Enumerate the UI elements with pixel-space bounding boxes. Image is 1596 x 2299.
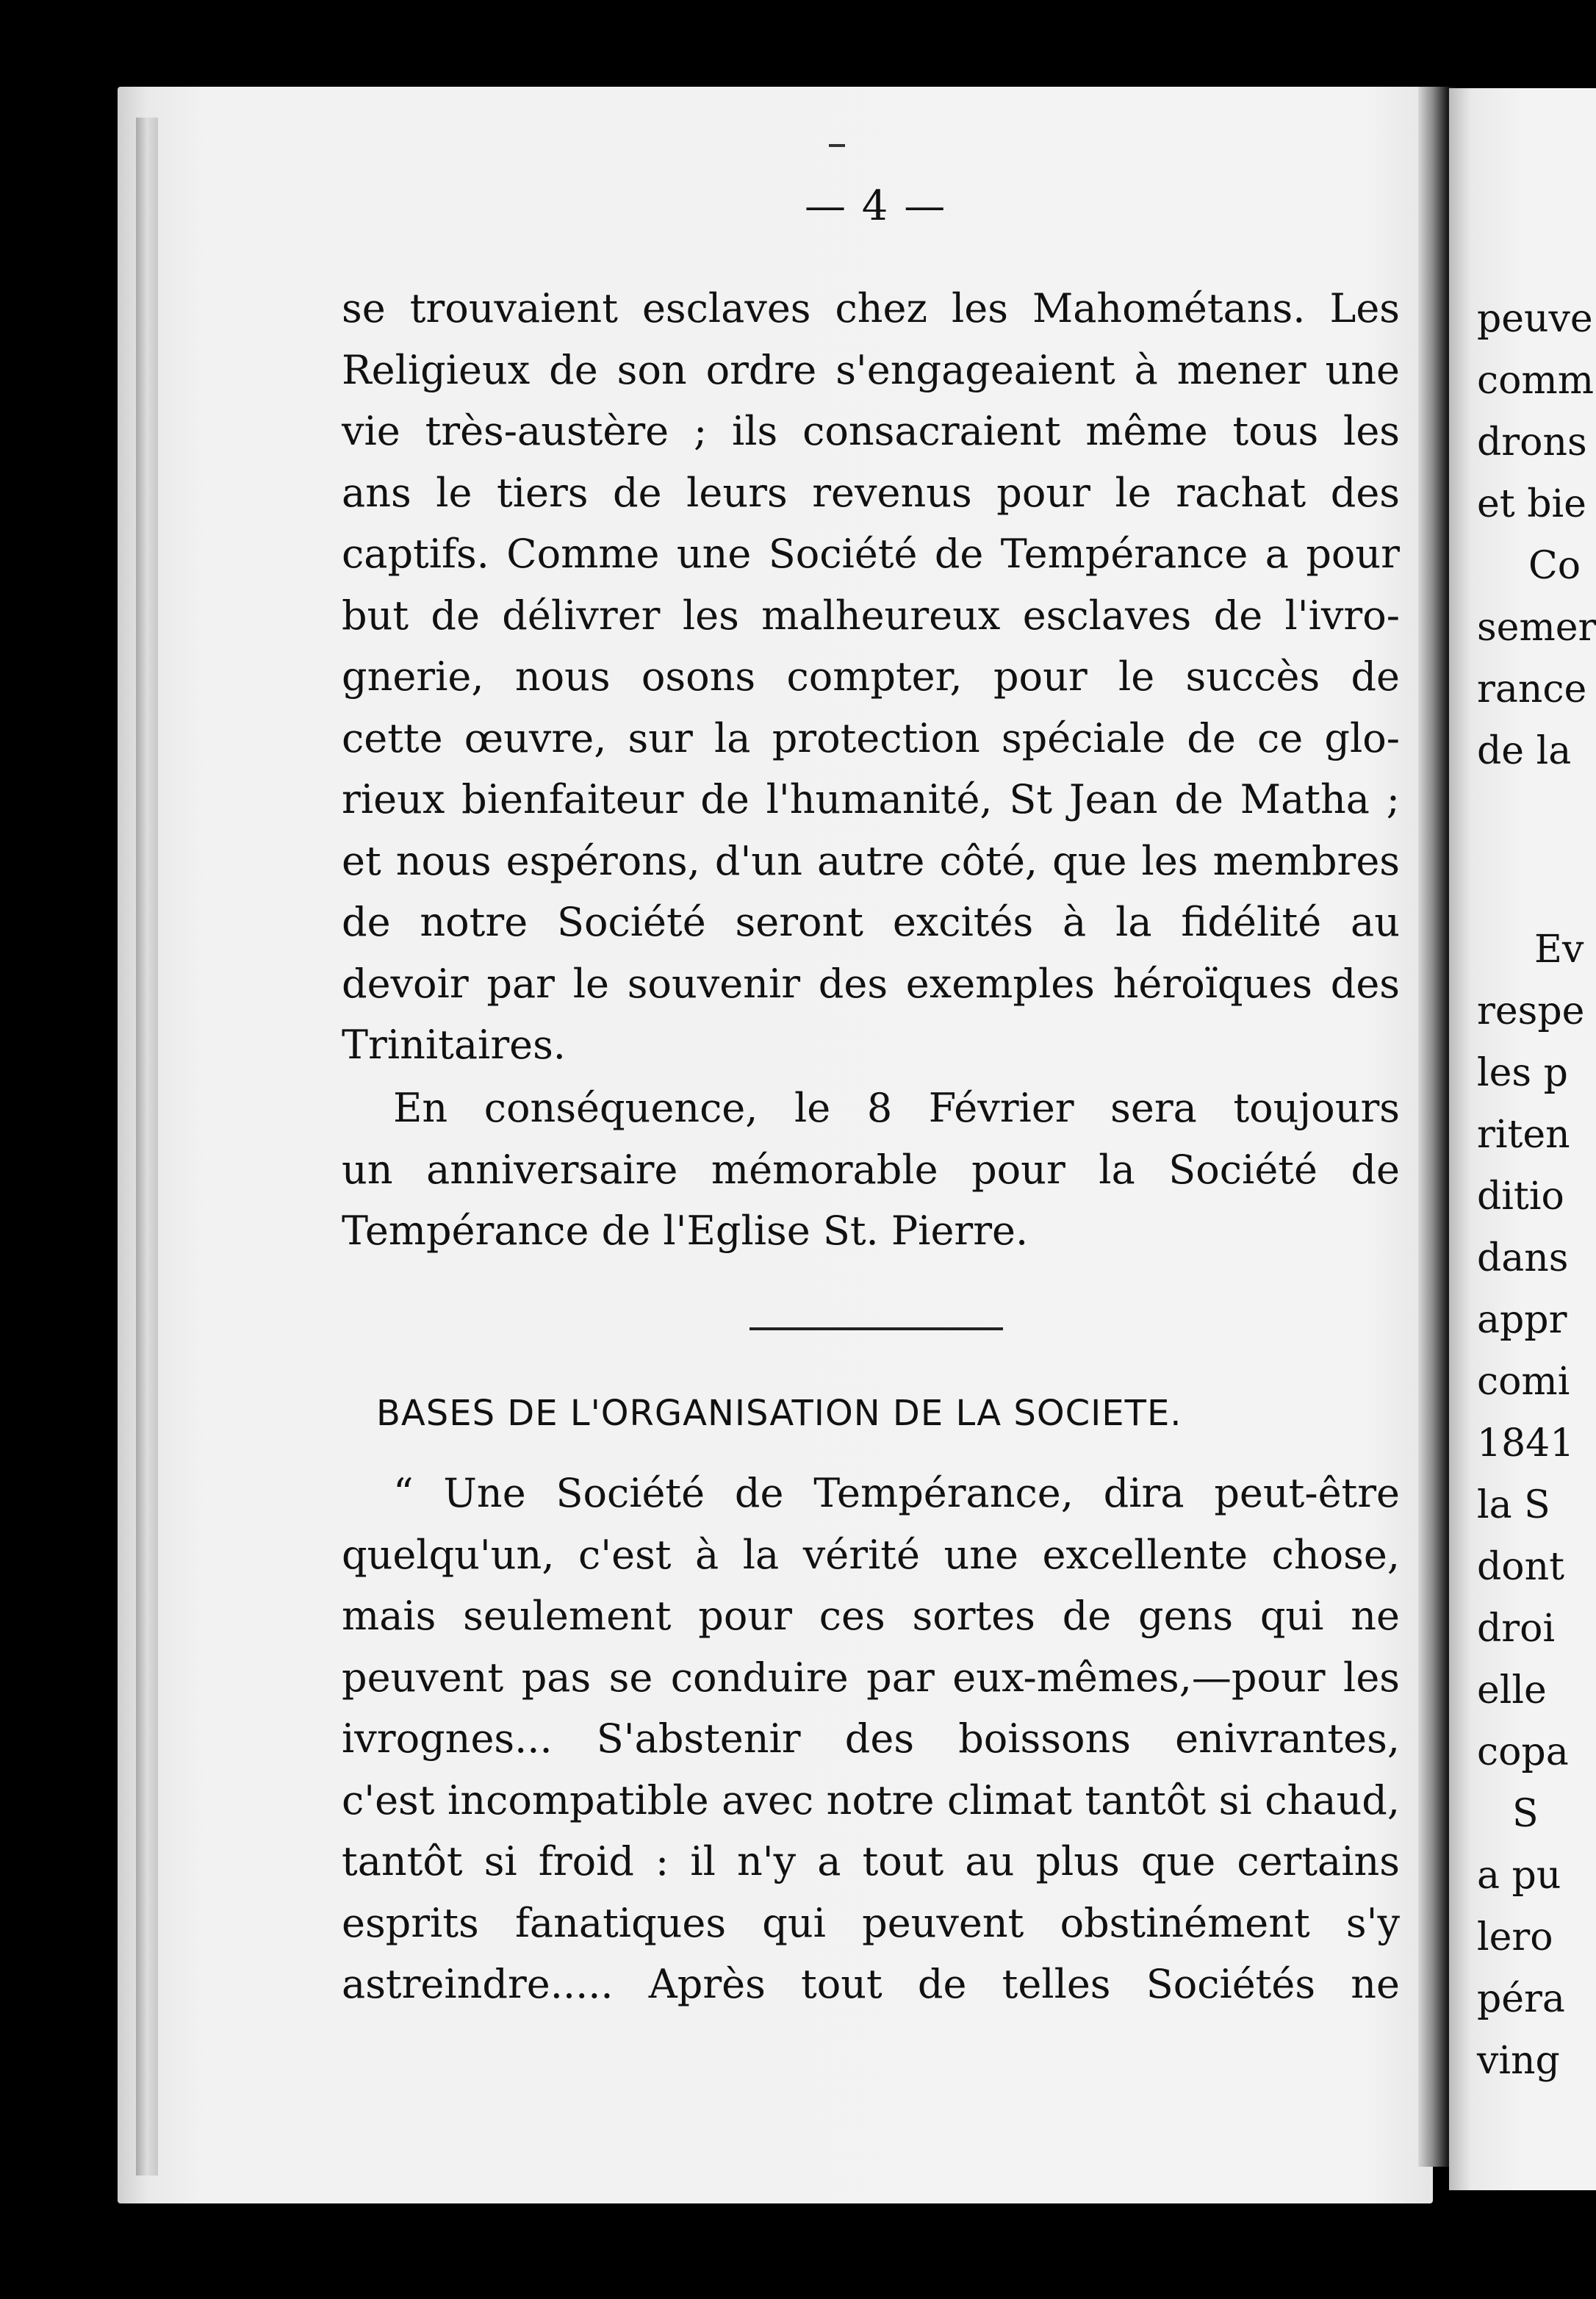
fragment-line: Ev (1534, 928, 1584, 972)
text-line: mais seulement pour ces sortes de gens qui ne (342, 1593, 1400, 1639)
text-line: un anniversaire mémorable pour la Société de (342, 1146, 1400, 1193)
page-edge-shading (136, 118, 158, 2176)
fragment-line: les p (1477, 1051, 1568, 1095)
text-line: tantôt si froid : il n'y a tout au plus que certains (342, 1838, 1400, 1884)
page-number: — 4 — (805, 182, 947, 230)
text-line: et nous espérons, d'un autre côté, que les membres (342, 837, 1400, 884)
text-line: rieux bienfaiteur de l'humanité, St Jean de Matha ; (342, 776, 1400, 822)
paragraph-2 (342, 1077, 1400, 1262)
fragment-line: lero (1477, 1915, 1553, 1959)
text-line: gnerie, nous osons compter, pour le succès de (342, 653, 1400, 700)
text-line: vie très-austère ; ils consacraient même tous les (342, 408, 1400, 454)
text-line: Tempérance de l'Eglise St. Pierre. (342, 1208, 1029, 1254)
folio-mark (829, 144, 845, 147)
fragment-line: rance (1477, 667, 1587, 711)
paragraph-3 (342, 1463, 1400, 2015)
fragment-line: comi (1477, 1360, 1570, 1404)
fragment-line: la S (1477, 1483, 1550, 1527)
text-line: Trinitaires. (342, 1022, 566, 1068)
text-line: but de délivrer les malheureux esclaves de l'ivro- (342, 592, 1400, 639)
fragment-line: dont (1477, 1545, 1564, 1589)
facing-page-fragments-bottom (1477, 919, 1585, 2092)
fragment-line: de la (1477, 729, 1572, 773)
section-heading: BASES DE L'ORGANISATION DE LA SOCIETE. (376, 1393, 1182, 1434)
fragment-line: ving (1477, 2039, 1560, 2083)
fragment-line: Co (1528, 544, 1581, 588)
fragment-line: drons (1477, 420, 1587, 465)
text-line: de notre Société seront excités à la fidélité au (342, 899, 1400, 945)
text-line: cette œuvre, sur la protection spéciale de ce glo- (342, 714, 1400, 761)
fragment-line: copa (1477, 1730, 1569, 1774)
facing-page-fragments-top (1477, 288, 1596, 782)
fragment-line: appr (1477, 1298, 1567, 1342)
fragment-line: ditio (1477, 1174, 1564, 1219)
text-line: se trouvaient esclaves chez les Mahométans. Les (342, 285, 1400, 331)
text-line: c'est incompatible avec notre climat tantôt si chaud, (342, 1776, 1400, 1823)
text-line: “ Une Société de Tempérance, dira peut-être (393, 1470, 1400, 1516)
text-line: captifs. Comme une Société de Tempérance a pour (342, 531, 1400, 577)
fragment-line: et bie (1477, 482, 1586, 526)
fragment-line: comm (1477, 359, 1595, 403)
fragment-line: 1841 (1477, 1421, 1575, 1466)
text-line: esprits fanatiques qui peuvent obstinément s'y (342, 1899, 1400, 1946)
fragment-line: droi (1477, 1607, 1556, 1651)
fragment-line: peuve (1477, 297, 1593, 341)
fragment-line: a pu (1477, 1854, 1561, 1898)
text-line: devoir par le souvenir des exemples héroïques des (342, 960, 1400, 1007)
text-line: ivrognes... S'abstenir des boissons enivrantes, (342, 1715, 1400, 1762)
paragraph-1 (342, 278, 1400, 1076)
fragment-line: semer (1477, 606, 1596, 650)
text-line: En conséquence, le 8 Février sera toujours (393, 1085, 1400, 1131)
text-line: astreindre..... Après tout de telles Sociétés ne (342, 1961, 1400, 2007)
text-line: ans le tiers de leurs revenus pour le rachat des (342, 469, 1400, 516)
fragment-line: riten (1477, 1113, 1570, 1157)
fragment-line: respe (1477, 989, 1585, 1033)
text-line: peuvent pas se conduire par eux-mêmes,—pour les (342, 1654, 1400, 1701)
fragment-line: elle (1477, 1668, 1547, 1712)
fragment-line: péra (1477, 1977, 1565, 2021)
text-line: Religieux de son ordre s'engageaient à mener une (342, 346, 1400, 393)
text-line: quelqu'un, c'est à la vérité une excellente chose, (342, 1531, 1400, 1578)
fragment-line: S (1512, 1792, 1539, 1836)
section-divider (750, 1327, 1003, 1330)
fragment-line: dans (1477, 1236, 1569, 1280)
